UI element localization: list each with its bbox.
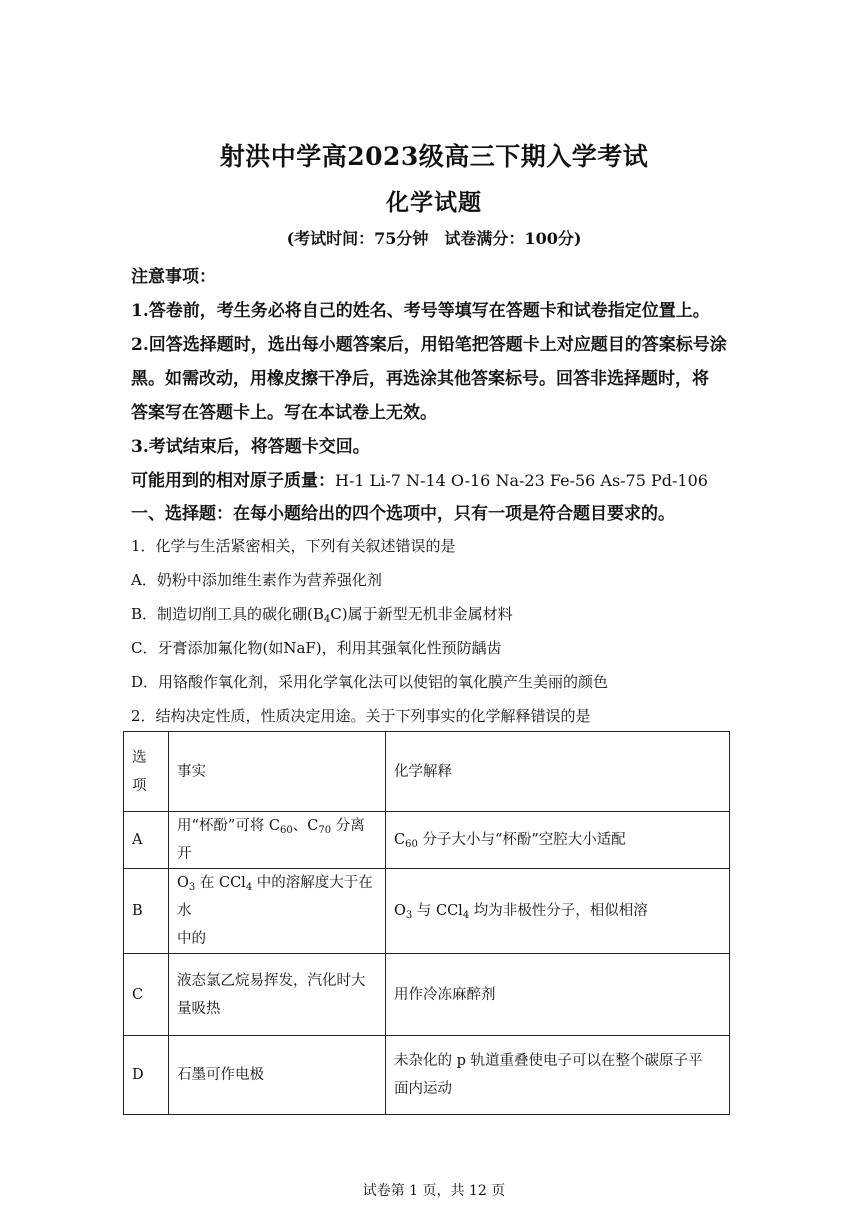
- row-fact: 石墨可作电极: [169, 1036, 386, 1115]
- row-fact: $O_3$ 在 CCl$_4$ 中的溶解度大于在水 中的: [169, 869, 386, 954]
- atomic-mass-label: 可能用到的相对原子质量：: [131, 471, 335, 491]
- page-footer: 试卷第 1 页，共 12 页: [362, 1183, 506, 1199]
- subject-title: 化学试题: [386, 189, 482, 216]
- note-item: 答案写在答题卡上。写在本试卷上无效。: [131, 403, 437, 423]
- exam-info: (考试时间：75分钟 试卷满分：100分): [286, 229, 582, 248]
- exam-title: 射洪中学高2023级高三下期入学考试: [219, 142, 649, 171]
- header-fact: 事实: [169, 732, 386, 812]
- row-explanation: 未杂化的 p 轨道重叠使电子可以在整个碳原子平 面内运动: [386, 1036, 730, 1115]
- table-row: [124, 869, 730, 954]
- note-item: 2.回答选择题时，选出每小题答案后，用铅笔把答题卡上对应题目的答案标号涂: [131, 335, 727, 355]
- notes-heading: 注意事项：: [131, 267, 216, 287]
- row-fact: 用“杯酚”可将 $C_{60}$、$C_{70}$ 分离开: [169, 812, 386, 869]
- row-label: B: [124, 869, 169, 954]
- section-heading: 一、选择题：在每小题给出的四个选项中，只有一项是符合题目要求的。: [131, 504, 675, 524]
- q2-stem: 2．结构决定性质，性质决定用途。关于下列事实的化学解释错误的是: [131, 707, 591, 725]
- row-fact: 液态氯乙烷易挥发，汽化时大 量吸热: [169, 954, 386, 1036]
- row-explanation: $C_{60}$ 分子大小与“杯酚”空腔大小适配: [386, 812, 730, 869]
- header-explanation: 化学解释: [386, 732, 730, 812]
- row-label: A: [124, 812, 169, 869]
- header-option: 选 项: [124, 732, 169, 812]
- atomic-mass-line: [131, 466, 708, 491]
- note-item: 1.答卷前，考生务必将自己的姓名、考号等填写在答题卡和试卷指定位置上。: [131, 301, 710, 321]
- table-header-row: [124, 732, 730, 812]
- q2-table: [123, 731, 730, 1115]
- table-row: [124, 954, 730, 1036]
- row-label: C: [124, 954, 169, 1036]
- row-explanation: 用作冷冻麻醉剂: [386, 954, 730, 1036]
- note-item: 3.考试结束后，将答题卡交回。: [131, 437, 370, 457]
- table-row: [124, 812, 730, 869]
- note-item: 黑。如需改动，用橡皮擦干净后，再选涂其他答案标号。回答非选择题时，将: [131, 369, 709, 389]
- q1-option-d: D．用铬酸作氧化剂，采用化学氧化法可以使铝的氧化膜产生美丽的颜色: [131, 673, 609, 691]
- row-label: D: [124, 1036, 169, 1115]
- q1-option-a: A．奶粉中添加维生素作为营养强化剂: [131, 571, 382, 589]
- q1-option-b: B．制造切削工具的碳化硼$(B_4C)$属于新型无机非金属材料: [131, 605, 513, 625]
- q1-option-c: C．牙膏添加氟化物(如NaF)，利用其强氧化性预防龋齿: [131, 639, 502, 657]
- q1-stem: 1．化学与生活紧密相关，下列有关叙述错误的是: [131, 537, 456, 555]
- row-explanation: $O_3$ 与 CCl$_4$ 均为非极性分子，相似相溶: [386, 869, 730, 954]
- atomic-mass-values: H-1 Li-7 N-14 O-16 Na-23 Fe-56 As-75 Pd-106: [335, 471, 708, 490]
- table-row: [124, 1036, 730, 1115]
